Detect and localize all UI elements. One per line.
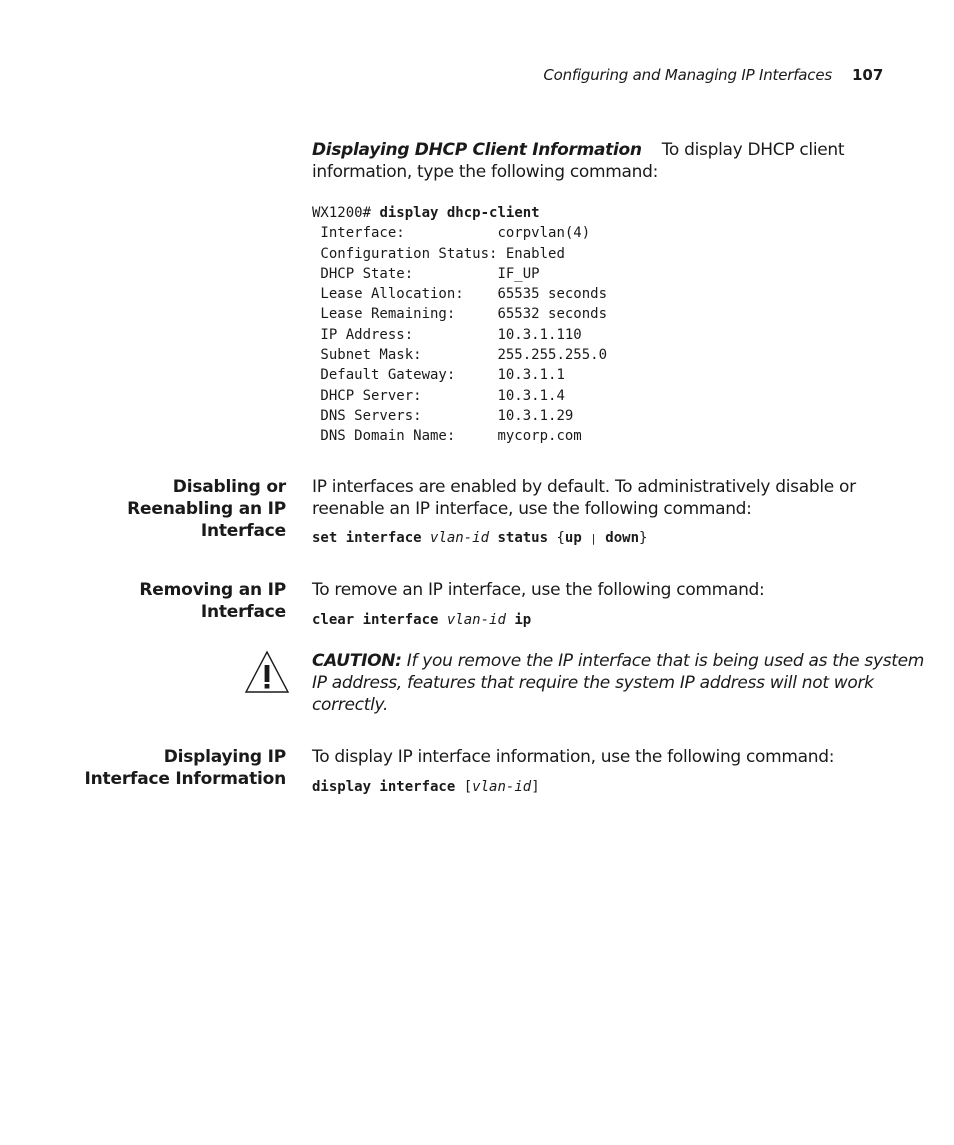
caution-line-1: If you remove the IP interface that is being used as the system bbox=[406, 651, 925, 671]
cli-row bbox=[312, 264, 607, 284]
cli-row-label: Lease Allocation: bbox=[312, 286, 498, 303]
cmd-argument: vlan-id bbox=[472, 779, 532, 795]
cli-row bbox=[312, 386, 607, 406]
dhcp-intro-line-1: To display DHCP client bbox=[661, 140, 845, 160]
cli-prompt: WX1200# bbox=[312, 205, 372, 221]
cli-row-label: DNS Servers: bbox=[312, 407, 498, 424]
cmd-keyword: set interface bbox=[312, 530, 422, 546]
cli-row-label: DHCP Server: bbox=[312, 387, 498, 404]
cli-row bbox=[312, 284, 607, 304]
disable-section-heading bbox=[90, 476, 286, 542]
remove-section-text: To remove an IP interface, use the following command: bbox=[312, 580, 765, 600]
cli-row-value: mycorp.com bbox=[497, 428, 582, 445]
cli-row-label: Configuration Status: bbox=[312, 245, 506, 262]
cli-row-value: 10.3.1.110 bbox=[497, 326, 582, 343]
heading-line: Displaying IP bbox=[163, 747, 286, 767]
cli-row bbox=[312, 345, 607, 365]
dhcp-runin-title: Displaying DHCP Client Information bbox=[312, 140, 642, 160]
heading-line: Interface bbox=[200, 521, 286, 541]
cmd-argument: vlan-id bbox=[430, 530, 490, 546]
cmd-keyword: down bbox=[605, 530, 639, 546]
cli-row-label: Lease Remaining: bbox=[312, 306, 498, 323]
display-section-heading bbox=[60, 746, 286, 790]
cmd-bracket: [ bbox=[463, 779, 473, 795]
cli-row-label: Interface: bbox=[312, 225, 498, 242]
set-interface-command bbox=[312, 530, 647, 546]
cli-row-value: IF_UP bbox=[497, 265, 540, 282]
cli-row-label: IP Address: bbox=[312, 326, 498, 343]
cli-row bbox=[312, 223, 607, 243]
cli-row-value: 10.3.1.1 bbox=[497, 367, 565, 384]
cli-row-label: Default Gateway: bbox=[312, 367, 498, 384]
cli-row-value: 65535 seconds bbox=[497, 286, 608, 303]
dhcp-cli-output bbox=[312, 203, 607, 447]
cmd-keyword: display interface bbox=[312, 779, 456, 795]
disable-section-text bbox=[312, 476, 912, 520]
heading-line: Interface Information bbox=[84, 769, 286, 789]
caution-line-3: correctly. bbox=[312, 695, 389, 715]
remove-section-heading bbox=[90, 579, 286, 623]
cli-row-value: 10.3.1.29 bbox=[497, 407, 574, 424]
caution-line-2: IP address, features that require the system IP address will not work bbox=[312, 673, 874, 693]
cmd-keyword: status bbox=[497, 530, 549, 546]
dhcp-intro bbox=[312, 139, 912, 183]
cmd-bracket: ] bbox=[531, 779, 540, 795]
page-number: 107 bbox=[852, 66, 884, 84]
caution-label: CAUTION: bbox=[312, 651, 402, 671]
cli-row-value: 65532 seconds bbox=[497, 306, 608, 323]
cli-row-value: 255.255.255.0 bbox=[497, 347, 608, 364]
dhcp-intro-line-2: information, type the following command: bbox=[312, 162, 659, 182]
cmd-brace: } bbox=[639, 530, 648, 546]
display-interface-command bbox=[312, 779, 540, 795]
cli-row-label: DNS Domain Name: bbox=[312, 428, 498, 445]
cmd-brace: { bbox=[556, 530, 565, 546]
cli-command-line bbox=[312, 203, 607, 223]
cli-row bbox=[312, 244, 607, 264]
heading-line: Reenabling an IP bbox=[127, 499, 286, 519]
running-header-title: Configuring and Managing IP Interfaces bbox=[543, 66, 832, 84]
cli-row-label: Subnet Mask: bbox=[312, 347, 498, 364]
cmd-keyword: ip bbox=[514, 612, 532, 628]
cli-row-label: DHCP State: bbox=[312, 265, 498, 282]
cli-row bbox=[312, 365, 607, 385]
cli-row bbox=[312, 426, 607, 446]
cli-row bbox=[312, 406, 607, 426]
warning-triangle-icon bbox=[244, 650, 290, 694]
cmd-pipe: | bbox=[590, 532, 597, 545]
display-section-text: To display IP interface information, use the following command: bbox=[312, 747, 835, 767]
clear-interface-command bbox=[312, 612, 531, 628]
cli-row bbox=[312, 325, 607, 345]
cli-row-value: Enabled bbox=[505, 245, 565, 262]
heading-line: Removing an IP bbox=[139, 580, 286, 600]
paragraph-line: IP interfaces are enabled by default. To administratively disable or bbox=[312, 477, 856, 497]
cli-command: display dhcp-client bbox=[379, 205, 540, 221]
paragraph-line: reenable an IP interface, use the following command: bbox=[312, 499, 752, 519]
cmd-keyword: clear interface bbox=[312, 612, 439, 628]
cmd-keyword: up bbox=[564, 530, 582, 546]
cli-row-value: corpvlan(4) bbox=[497, 225, 591, 242]
cli-row-value: 10.3.1.4 bbox=[497, 387, 565, 404]
cli-row bbox=[312, 304, 607, 324]
cmd-argument: vlan-id bbox=[446, 612, 506, 628]
heading-line: Interface bbox=[200, 602, 286, 622]
caution-note bbox=[312, 650, 932, 716]
heading-line: Disabling or bbox=[172, 477, 286, 497]
